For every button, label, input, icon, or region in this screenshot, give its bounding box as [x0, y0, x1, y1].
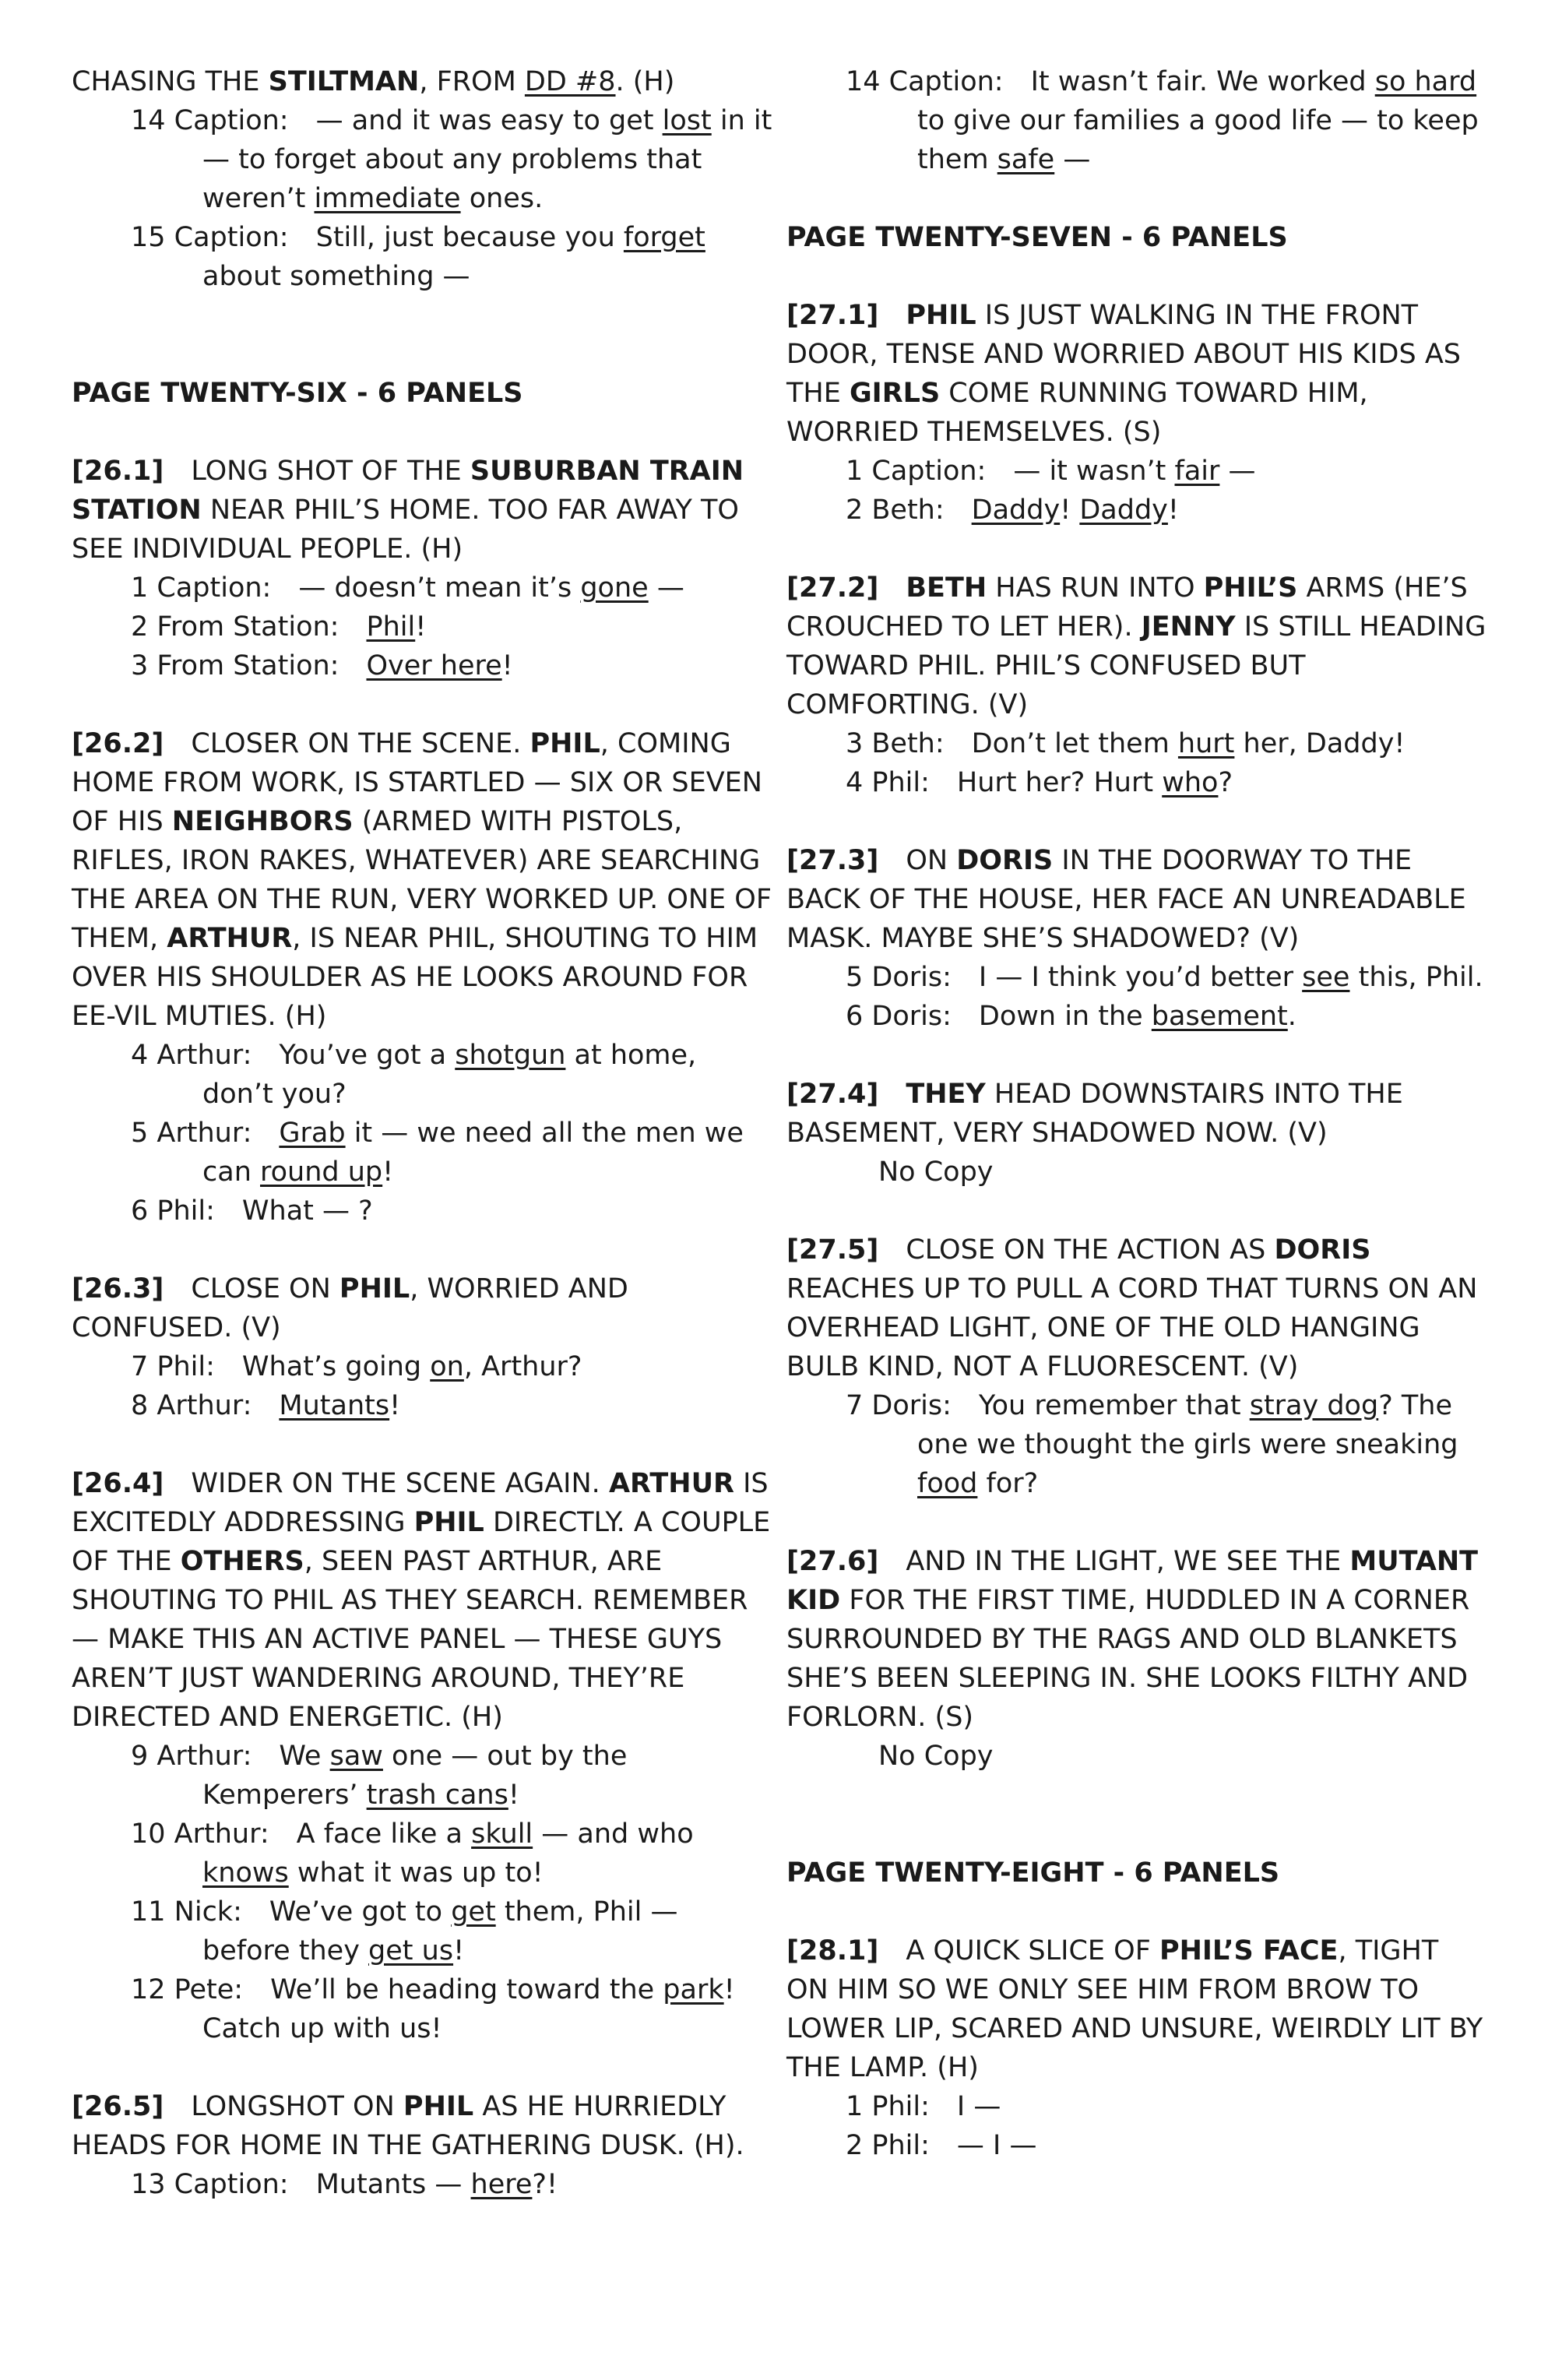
bold-text: PHIL [403, 2091, 474, 2122]
bold-text: DORIS [1274, 1234, 1371, 1266]
text-run: ARMS (HE’S CROUCHED TO LET HER). [786, 572, 1468, 643]
text-run: No Copy [878, 1741, 994, 1772]
bold-text: DORIS [956, 845, 1054, 876]
underlined-text: DD #8 [524, 66, 616, 97]
bold-text: GIRLS [849, 378, 941, 409]
dialogue-line [786, 452, 1487, 491]
panel-description [786, 1075, 1487, 1153]
spacer [786, 179, 1487, 218]
bold-text: [28.1] [786, 1935, 879, 1966]
bold-text: THEY [906, 1079, 986, 1110]
text-run: 7 Phil: What’s going [131, 1351, 431, 1382]
dialogue-line [72, 1347, 772, 1386]
dialogue-line [786, 2087, 1487, 2126]
panel-description [786, 1542, 1487, 1737]
text-run: 9 Arthur: We [131, 1741, 330, 1772]
spacer [72, 296, 772, 374]
script-column-right [786, 62, 1487, 2165]
text-run: PAGE TWENTY-SIX - 6 PANELS [72, 378, 523, 409]
no-copy-note [786, 1153, 1487, 1192]
panel-description [72, 1269, 772, 1347]
text-run: 8 Arthur: [131, 1390, 280, 1421]
panel-description [786, 1931, 1487, 2087]
text-run: REACHES UP TO PULL A CORD THAT TURNS ON AN OVERHEAD LIGHT, ONE OF THE OLD HANGING BULB KIND, NOT A FLUORESCENT. (V) [786, 1273, 1478, 1382]
bold-text: [27.1] [786, 300, 879, 331]
spacer [72, 685, 772, 724]
bold-text: [27.4] [786, 1079, 879, 1110]
text-run: , Arthur? [463, 1351, 582, 1382]
text-run: WIDER ON THE SCENE AGAIN. [164, 1468, 609, 1499]
text-run: , COMING HOME FROM WORK, IS STARTLED — SIX OR SEVEN OF HIS [72, 728, 762, 837]
text-run: 4 Phil: Hurt her? Hurt [846, 767, 1163, 798]
dialogue-line [72, 1737, 772, 1815]
underlined-text: get us [368, 1935, 454, 1966]
text-run: 12 Pete: We’ll be heading toward the [131, 1974, 663, 2005]
underlined-text: saw [329, 1741, 383, 1772]
text-run: — [1219, 456, 1256, 487]
underlined-text: knows [202, 1857, 289, 1889]
dialogue-line [72, 646, 772, 685]
bold-text: PHIL [906, 300, 976, 331]
text-run: . [1287, 1001, 1296, 1032]
underlined-text: food [917, 1468, 978, 1499]
text-run: 2 From Station: [131, 611, 367, 643]
underlined-text: fair [1174, 456, 1220, 487]
text-run: to give our families a good life — to keep them [917, 105, 1479, 175]
dialogue-line [786, 763, 1487, 802]
text-run [878, 572, 906, 604]
spacer [786, 1892, 1487, 1931]
text-run: COME RUNNING TOWARD HIM, WORRIED THEMSELVES. (S) [786, 378, 1368, 448]
bold-text: BETH [906, 572, 987, 604]
dialogue-line [72, 1114, 772, 1192]
spacer [72, 413, 772, 452]
text-run: CLOSE ON THE ACTION AS [878, 1234, 1275, 1266]
text-run: 2 Phil: — I — [846, 2130, 1037, 2161]
panel-description [786, 569, 1487, 724]
text-run: 1 Caption: — doesn’t mean it’s [131, 572, 581, 604]
text-run [878, 300, 906, 331]
text-run: what it was up to! [288, 1857, 544, 1889]
dialogue-line [72, 1892, 772, 1970]
text-run: 15 Caption: Still, just because you [131, 222, 624, 253]
text-run: ones. [460, 183, 544, 214]
panel-description [72, 1464, 772, 1737]
text-run: AND IN THE LIGHT, WE SEE THE [878, 1546, 1350, 1577]
dialogue-line [72, 1386, 772, 1425]
bold-text: PHIL’S FACE [1159, 1935, 1339, 1966]
text-run: LONG SHOT OF THE [164, 456, 470, 487]
text-run: at home, don’t you? [202, 1040, 697, 1110]
text-run: IN THE DOORWAY TO THE BACK OF THE HOUSE, HER FACE AN UNREADABLE MASK. MAYBE SHE’S SHADOWED? (V) [786, 845, 1466, 954]
bold-text: [26.4] [72, 1468, 164, 1499]
underlined-text: shotgun [455, 1040, 566, 1071]
text-run: 14 Caption: — and it was easy to get [131, 105, 663, 136]
bold-text: [26.2] [72, 728, 164, 759]
dialogue-line [72, 2165, 772, 2204]
page-heading [786, 218, 1487, 257]
text-run: CLOSE ON [164, 1273, 340, 1304]
text-run: FOR THE FIRST TIME, HUDDLED IN A CORNER SURROUNDED BY THE RAGS AND OLD BLANKETS SHE’S BEEN SLEEPING IN. SHE LOOKS FILTHY AND FORLORN. (S) [786, 1585, 1470, 1733]
underlined-text: immediate [314, 183, 461, 214]
script-column-left [72, 62, 772, 2204]
text-run: 6 Phil: What — ? [131, 1195, 373, 1227]
bold-text: [27.3] [786, 845, 879, 876]
spacer [786, 802, 1487, 841]
text-run: PAGE TWENTY-EIGHT - 6 PANELS [786, 1857, 1280, 1889]
text-run: — and who [533, 1818, 694, 1850]
dialogue-line [786, 958, 1487, 997]
underlined-text: Phil [366, 611, 416, 643]
dialogue-line [72, 101, 772, 218]
bold-text: PHIL [339, 1273, 410, 1304]
dialogue-line [786, 62, 1487, 179]
text-run: ! [508, 1780, 519, 1811]
underlined-text: park [663, 1974, 724, 2005]
text-run: 6 Doris: Down in the [846, 1001, 1152, 1032]
underlined-text: round up [260, 1157, 383, 1188]
text-run: 4 Arthur: You’ve got a [131, 1040, 456, 1071]
text-run: DIRECTLY. A COUPLE OF THE [72, 1507, 771, 1577]
underlined-text: see [1302, 962, 1350, 993]
text-run: 7 Doris: You remember that [846, 1390, 1250, 1421]
bold-text: [26.5] [72, 2091, 164, 2122]
text-run: ON [878, 845, 957, 876]
underlined-text: trash cans [366, 1780, 508, 1811]
text-run: ! [1060, 495, 1080, 526]
underlined-text: gone [580, 572, 649, 604]
panel-description [72, 452, 772, 569]
text-run: 10 Arthur: A face like a [131, 1818, 472, 1850]
bold-text: PHIL [529, 728, 600, 759]
dialogue-line [72, 1815, 772, 1892]
text-run: 5 Arthur: [131, 1118, 280, 1149]
bold-text: NEIGHBORS [171, 806, 354, 837]
text-run: CLOSER ON THE SCENE. [164, 728, 530, 759]
bold-text: JENNY [1141, 611, 1236, 643]
text-run: ! Catch up with us! [202, 1974, 735, 2044]
dialogue-line [72, 569, 772, 607]
underlined-text: basement [1151, 1001, 1288, 1032]
dialogue-line [786, 724, 1487, 763]
underlined-text: here [470, 2169, 533, 2200]
text-run: PAGE TWENTY-SEVEN - 6 PANELS [786, 222, 1288, 253]
text-run: 1 Phil: I — [846, 2091, 1001, 2122]
text-run: , FROM [419, 66, 525, 97]
text-run: in it — to forget about any problems that weren’t [202, 105, 772, 214]
spacer [786, 1036, 1487, 1075]
text-run: ? The one we thought the girls were sneaking [917, 1390, 1458, 1460]
text-run: 2 Beth: [846, 495, 972, 526]
text-run: ?! [532, 2169, 558, 2200]
text-run: about something — [202, 261, 470, 292]
panel-description [72, 724, 772, 1036]
spacer [786, 257, 1487, 296]
text-run: 3 From Station: [131, 650, 367, 681]
bold-text: [26.1] [72, 456, 164, 487]
text-run: ! [1167, 495, 1179, 526]
text-run: HAS RUN INTO [987, 572, 1204, 604]
text-run: , SEEN PAST ARTHUR, ARE SHOUTING TO PHIL AS THEY SEARCH. REMEMBER — MAKE THIS AN ACTIVE PANEL — THESE GUYS AREN’T JUST WANDERING AROUND, THEY’RE DIRECTED AND ENERGETIC. (H) [72, 1546, 748, 1733]
text-run [878, 1079, 906, 1110]
bold-text: SUBURBAN TRAIN STATION [72, 456, 744, 526]
text-run: , WORRIED AND CONFUSED. (V) [72, 1273, 628, 1343]
underlined-text: on [430, 1351, 464, 1382]
text-run: ! [501, 650, 513, 681]
dialogue-line [72, 1036, 772, 1114]
text-run: one — out by the Kemperers’ [202, 1741, 628, 1811]
underlined-text: safe [997, 144, 1055, 175]
text-run: , IS NEAR PHIL, SHOUTING TO HIM OVER HIS SHOULDER AS HE LOOKS AROUND FOR EE-VIL MUTIES. (H) [72, 923, 758, 1032]
dialogue-line [786, 1386, 1487, 1503]
text-run: it — we need all the men we can [202, 1118, 744, 1188]
panel-description [786, 841, 1487, 958]
text-run: this, Phil. [1349, 962, 1483, 993]
page-heading [72, 374, 772, 413]
text-run: HEAD DOWNSTAIRS INTO THE BASEMENT, VERY SHADOWED NOW. (V) [786, 1079, 1403, 1149]
panel-description [786, 1230, 1487, 1386]
underlined-text: who [1162, 767, 1219, 798]
dialogue-line [786, 2126, 1487, 2165]
text-run: IS STILL HEADING TOWARD PHIL. PHIL’S CONFUSED BUT COMFORTING. (V) [786, 611, 1486, 720]
bold-text: STILTMAN [268, 66, 420, 97]
dialogue-line [72, 1970, 772, 2048]
text-run: NEAR PHIL’S HOME. TOO FAR AWAY TO SEE INDIVIDUAL PEOPLE. (H) [72, 495, 739, 565]
panel-description [72, 62, 772, 101]
text-run: . (H) [615, 66, 675, 97]
spacer [72, 1230, 772, 1269]
dialogue-line [786, 491, 1487, 530]
dialogue-line [72, 218, 772, 296]
page-heading [786, 1854, 1487, 1892]
spacer [786, 530, 1487, 569]
underlined-text: get [451, 1896, 496, 1928]
text-run: IS EXCITEDLY ADDRESSING [72, 1468, 769, 1538]
underlined-text: lost [662, 105, 712, 136]
underlined-text: skull [471, 1818, 533, 1850]
spacer [72, 2048, 772, 2087]
text-run: 5 Doris: I — I think you’d better [846, 962, 1303, 993]
bold-text: [27.2] [786, 572, 879, 604]
underlined-text: forget [623, 222, 705, 253]
dialogue-line [786, 997, 1487, 1036]
text-run: — [648, 572, 684, 604]
underlined-text: stray dog [1249, 1390, 1379, 1421]
underlined-text: so hard [1374, 66, 1477, 97]
text-run: IS JUST WALKING IN THE FRONT DOOR, TENSE AND WORRIED ABOUT HIS KIDS AS THE [786, 300, 1461, 409]
panel-description [72, 2087, 772, 2165]
bold-text: ARTHUR [167, 923, 293, 954]
text-run: ! [382, 1157, 394, 1188]
panel-description [786, 296, 1487, 452]
underlined-text: Mutants [279, 1390, 390, 1421]
spacer [786, 1503, 1487, 1542]
dialogue-line [72, 1192, 772, 1230]
spacer [786, 1776, 1487, 1854]
text-run: ! [415, 611, 427, 643]
text-run: 14 Caption: It wasn’t fair. We worked [846, 66, 1375, 97]
text-run: 1 Caption: — it wasn’t [846, 456, 1175, 487]
bold-text: PHIL’S [1203, 572, 1298, 604]
no-copy-note [786, 1737, 1487, 1776]
text-run: AS HE HURRIEDLY HEADS FOR HOME IN THE GATHERING DUSK. (H). [72, 2091, 744, 2161]
bold-text: ARTHUR [608, 1468, 734, 1499]
dialogue-line [72, 607, 772, 646]
bold-text: PHIL [413, 1507, 484, 1538]
spacer [786, 1192, 1487, 1230]
text-run: , TIGHT ON HIM SO WE ONLY SEE HIM FROM BROW TO LOWER LIP, SCARED AND UNSURE, WEIRDLY LIT BY THE LAMP. (H) [786, 1935, 1483, 2083]
text-run: — [1054, 144, 1091, 175]
text-run: ! [453, 1935, 465, 1966]
bold-text: [26.3] [72, 1273, 164, 1304]
text-run: 13 Caption: Mutants — [131, 2169, 471, 2200]
text-run: her, Daddy! [1234, 728, 1406, 759]
bold-text: OTHERS [180, 1546, 304, 1577]
text-run: LONGSHOT ON [164, 2091, 403, 2122]
underlined-text: Daddy [1079, 495, 1168, 526]
spacer [72, 1425, 772, 1464]
text-run: for? [977, 1468, 1039, 1499]
text-run: 11 Nick: We’ve got to [131, 1896, 452, 1928]
underlined-text: hurt [1177, 728, 1235, 759]
text-run: them, Phil — before they [202, 1896, 678, 1966]
text-run: ? [1218, 767, 1233, 798]
text-run: (ARMED WITH PISTOLS, RIFLES, IRON RAKES, WHATEVER) ARE SEARCHING THE AREA ON THE RUN, VERY WORKED UP. ONE OF THEM, [72, 806, 772, 954]
underlined-text: Grab [279, 1118, 346, 1149]
bold-text: [27.6] [786, 1546, 879, 1577]
text-run: ! [389, 1390, 401, 1421]
text-run: 3 Beth: Don’t let them [846, 728, 1178, 759]
text-run: CHASING THE [72, 66, 269, 97]
text-run: No Copy [878, 1157, 994, 1188]
underlined-text: Daddy [971, 495, 1061, 526]
underlined-text: Over here [366, 650, 502, 681]
text-run: A QUICK SLICE OF [878, 1935, 1159, 1966]
bold-text: MUTANT KID [786, 1546, 1479, 1616]
bold-text: [27.5] [786, 1234, 879, 1266]
